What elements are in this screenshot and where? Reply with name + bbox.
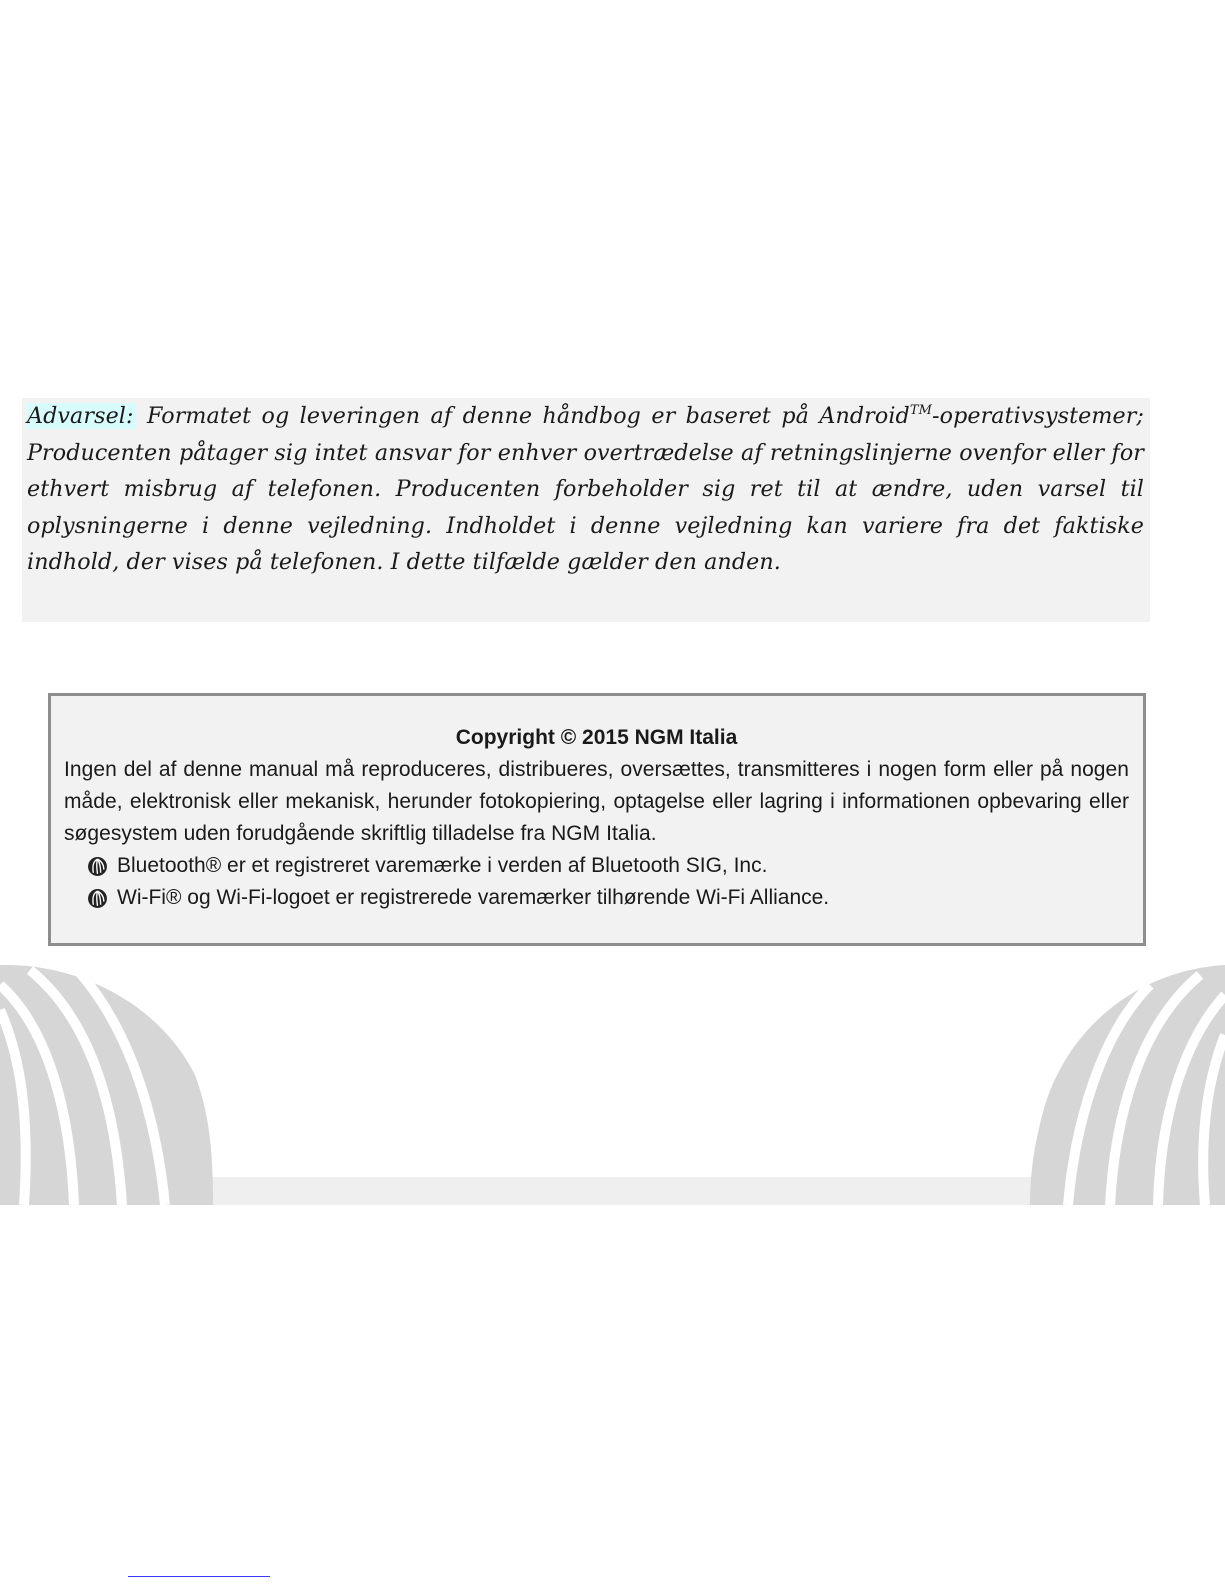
copyright-box	[48, 693, 1146, 946]
shell-bullet-icon	[87, 888, 108, 909]
copyright-body: Ingen del af denne manual må reproduceres, distribueres, oversættes, transmitteres i nogen form eller på nogen måde, elektronisk eller mekanisk, herunder fotokopiering, optagelse eller lagring i informationen opbevaring eller søgesystem uden forudgående skriftlig tilladelse fra NGM Italia.	[64, 758, 1129, 845]
shell-bullet-icon	[87, 856, 108, 877]
warning-label: Advarsel:	[27, 403, 137, 429]
trademark-text: Wi-Fi® og Wi-Fi-logoet er registrerede varemærker tilhørende Wi-Fi Alliance.	[117, 886, 830, 909]
trademark-item-bluetooth	[87, 850, 1129, 882]
warning-text-rest: -operativsystemer; Producenten påtager sig intet ansvar for enhver overtrædelse af retningslinjerne ovenfor eller for ethvert misbrug af telefonen. Producenten forbeholder sig ret til at ændre, uden varsel til oplysningerne i denne vejledning. Indholdet i denne vejledning kan variere fra det faktiske indhold, der vises på telefonen. I dette tilfælde gælder den anden.	[27, 403, 1144, 575]
copyright-title: Copyright © 2015 NGM Italia	[455, 726, 738, 749]
trademark-item-wifi	[87, 882, 1129, 914]
right-shell-shape	[1030, 965, 1225, 1205]
warning-text-lead: Formatet og leveringen af denne håndbog er baseret på Android	[136, 403, 910, 429]
left-shell-shape	[0, 965, 213, 1205]
warning-block	[22, 398, 1150, 622]
footer-link-underline	[128, 1576, 270, 1577]
trademark-text: Bluetooth® er et registreret varemærke i verden af Bluetooth SIG, Inc.	[117, 854, 768, 877]
trademark-mark: TM	[909, 402, 933, 418]
trademark-list	[64, 850, 1129, 914]
decorative-shell-graphic	[0, 965, 1225, 1210]
warning-paragraph	[27, 398, 1144, 581]
